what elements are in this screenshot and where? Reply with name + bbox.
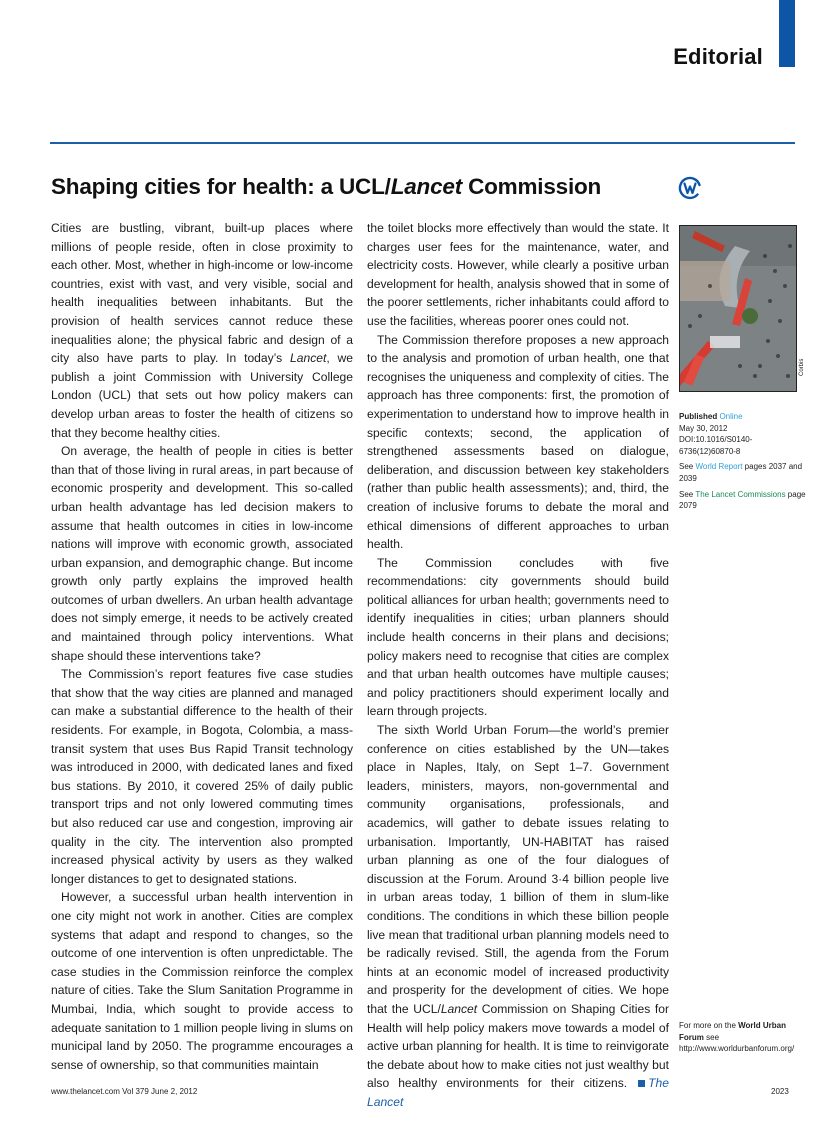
forum-note: For more on the World Urban Forum see http://www.worldurbanforum.org/	[679, 1021, 795, 1054]
city-street-photo	[679, 225, 797, 392]
forum-url[interactable]: see http://www.worldurbanforum.org/	[679, 1032, 795, 1054]
paragraph: the toilet blocks more effectively than would the state. It charges user fees for the maintenance, water, and electricity costs. However, while clearly a positive urban development for health, analysis showed that in some of the poorer settlements, richer inhabitants could afford to use the facilities, whereas poorer ones could not.	[367, 221, 669, 328]
paragraph: The sixth World Urban Forum—the world’s premier conference on cities established by the UN—takes place in Naples, Italy, on Sept 1–7. Government leaders, ministers, mayors, non-governmental and community organisations, professionals, and academics, will gather to debate issues relating to urbanisation. Importantly, UN-HABITAT has raised urban planning as one of the four dialogues of discussion at the Forum. Around 3·4 billion people live in urban areas today, 1 billion of them in slum-like conditions. The conditions in which these billion people live mean that traditional urban planning models need to be radically revised. Still, the agenda from the Forum hints at an economic model of increased productivity and prosperity for the development of cities. We hope that the UCL/Lancet Commission on Shaping Cities for Health will help policy makers move towards a model of active urban planning for health. It is time to reinvigorate the debate about how to make cities not just wealthy but also healthy environments for their citizens. The Lancet	[367, 723, 669, 1109]
photo-credit: Corbis	[799, 358, 805, 376]
page-number: 2023	[771, 1087, 789, 1096]
world-report-link[interactable]: World Report	[695, 462, 743, 472]
doi: DOI:10.1016/S0140-6736(12)60870-8	[679, 435, 753, 456]
photo-image	[680, 226, 796, 391]
online-link[interactable]: Online	[719, 412, 743, 421]
published-date: May 30, 2012	[679, 423, 728, 433]
body-column-1	[51, 219, 353, 1074]
paragraph: The Commission therefore proposes a new approach to the analysis and promotion of urban health, one that recognises the uniqueness and complexity of cities. The approach has three components: first, the promotion of experimentation to understand how to improve health in specific contexts; second, the application of strengthened assessments based on dialogue, deliberation, and discussion between key stakeholders (rather than public health assessments); and, third, the creation of inclusive forums to debate the moral and ethical dimensions of different approaches to urban health.	[367, 332, 669, 552]
footer-journal-info: www.thelancet.com Vol 379 June 2, 2012	[51, 1087, 198, 1096]
end-mark-icon	[638, 1080, 645, 1087]
paragraph: Cities are bustling, vibrant, built-up places where millions of people reside, often in close proximity to each other. Most, whether in high-income or low-income countries, exist with vast, and very visible, social and health inequalities between inhabitants. But the provision of health services cannot reduce these inequalities alone; the physical fabric and design of a city also have parts to play. In today’s Lancet, we publish a joint Commission with University College London (UCL) that sets out how policy makers can develop urban areas to foster the health of citizens so that they become healthy cities.	[51, 221, 353, 440]
paragraph: The Commission concludes with five recommendations: city governments should build political alliances for urban health; governments need to identify inequalities in cities; urban planners should include health concerns in their plans and decisions; policy makers need to recognise that cities are complex and that urban health outcomes have multiple causes; and policy practitioners should experiment locally and learn through projects.	[367, 555, 669, 719]
paragraph: On average, the health of people in cities is better than that of those living in rural areas, in part because of economic prosperity and development. This so-called urban health advantage has led decision makers to assume that health outcomes in cities in low-income nations will improve with economic growth, associated urban expansion, and demographic change. But income growth only partly explains the improved health outcomes of urban dwellers. An urban health advantage does not simply emerge, it needs to be actively created and maintained through policy interventions. What shape should these interventions take?	[51, 444, 353, 663]
w-at-icon[interactable]	[678, 176, 702, 200]
publication-info: Published Online May 30, 2012 DOI:10.1016/S0140-6736(12)60870-8 See World Report pages 2037 and 2039 See The Lancet Commissions page 2079	[679, 411, 809, 516]
body-column-2	[367, 219, 669, 1112]
paragraph: The Commission’s report features five case studies that show that the way cities are planned and managed can make a substantial difference to the health of their residents. For example, in Bogota, Colombia, a mass-transit system that uses Bus Rapid Transit technology was introduced in 2000, with dedicated lanes and fixed bus stations. By 2010, it covered 25% of daily public transport trips and not only lowered commuting times but also reduced car use and congestion, improving air quality in the city. The intervention also prompted increased physical activity by users as they walked longer distances to get to designated stations.	[51, 667, 353, 886]
signature: The Lancet	[367, 1076, 669, 1109]
paragraph: However, a successful urban health intervention in one city might not work in another. Cities are complex systems that adapt and respond to changes, so the outcome of one intervention is often unpredictable. The case studies in the Commission reinforce the complex nature of cities. Take the Slum Sanitation Programme in Mumbai, India, which sought to provide access to adequate sanitation to 1 million people living in slums on municipal land by 2050. The programme encourages a sense of ownership, so that communities maintain	[51, 890, 353, 1072]
section-label: Editorial	[673, 44, 763, 69]
lancet-commissions-link[interactable]: The Lancet Commissions	[695, 489, 786, 499]
section-color-tab	[779, 0, 795, 67]
article-title: Shaping cities for health: a UCL/Lancet Commission	[51, 174, 602, 199]
header-rule	[50, 142, 795, 144]
